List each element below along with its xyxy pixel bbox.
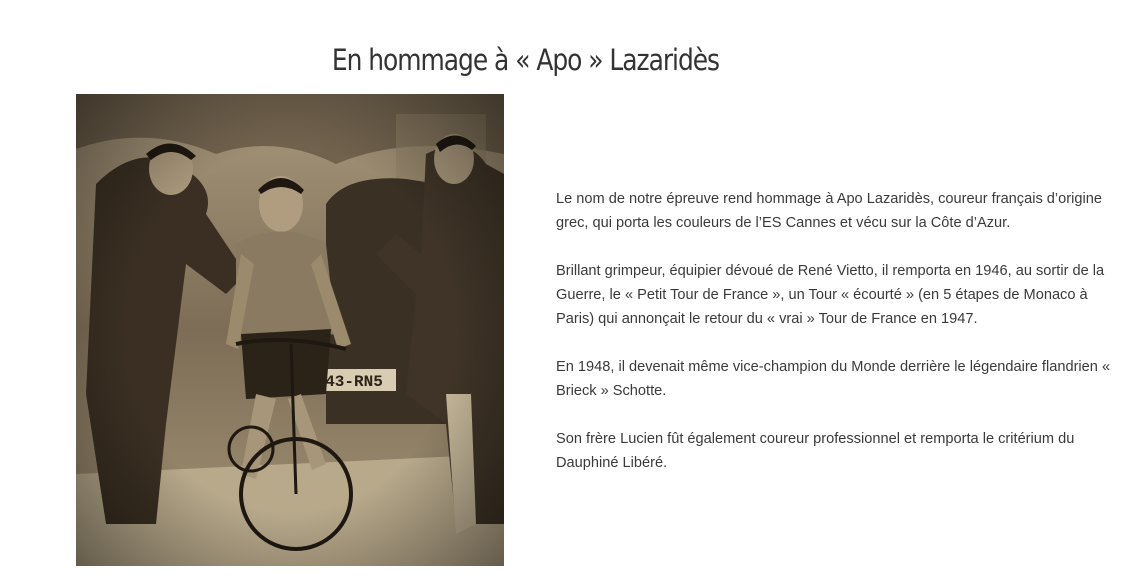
paragraph-world-championship: En 1948, il devenait même vice-champion du Monde derrière le légendaire flandrien « Brieck » Schotte.	[556, 359, 1111, 399]
paragraph-intro: Le nom de notre épreuve rend hommage à Apo Lazaridès, coureur français d’origine grec, qui porta les couleurs de l’ES Cannes et vécu sur la Côte d’Azur.	[556, 191, 1102, 231]
paragraph-career: Brillant grimpeur, équipier dévoué de René Vietto, il remporta en 1946, au sortir de la Guerre, le « Petit Tour de France », un Tour « écourté » (en 5 étapes de Monaco à Paris) qui annonçait le retour du « vrai » Tour de France en 1947.	[556, 263, 1105, 327]
page-title: En hommage à « Apo » Lazaridès	[331, 43, 720, 77]
tribute-text	[556, 187, 1111, 499]
cyclist-photo	[76, 94, 504, 566]
paragraph-brother: Son frère Lucien fût également coureur professionnel et remporta le critérium du Dauphiné Libéré.	[556, 431, 1075, 471]
